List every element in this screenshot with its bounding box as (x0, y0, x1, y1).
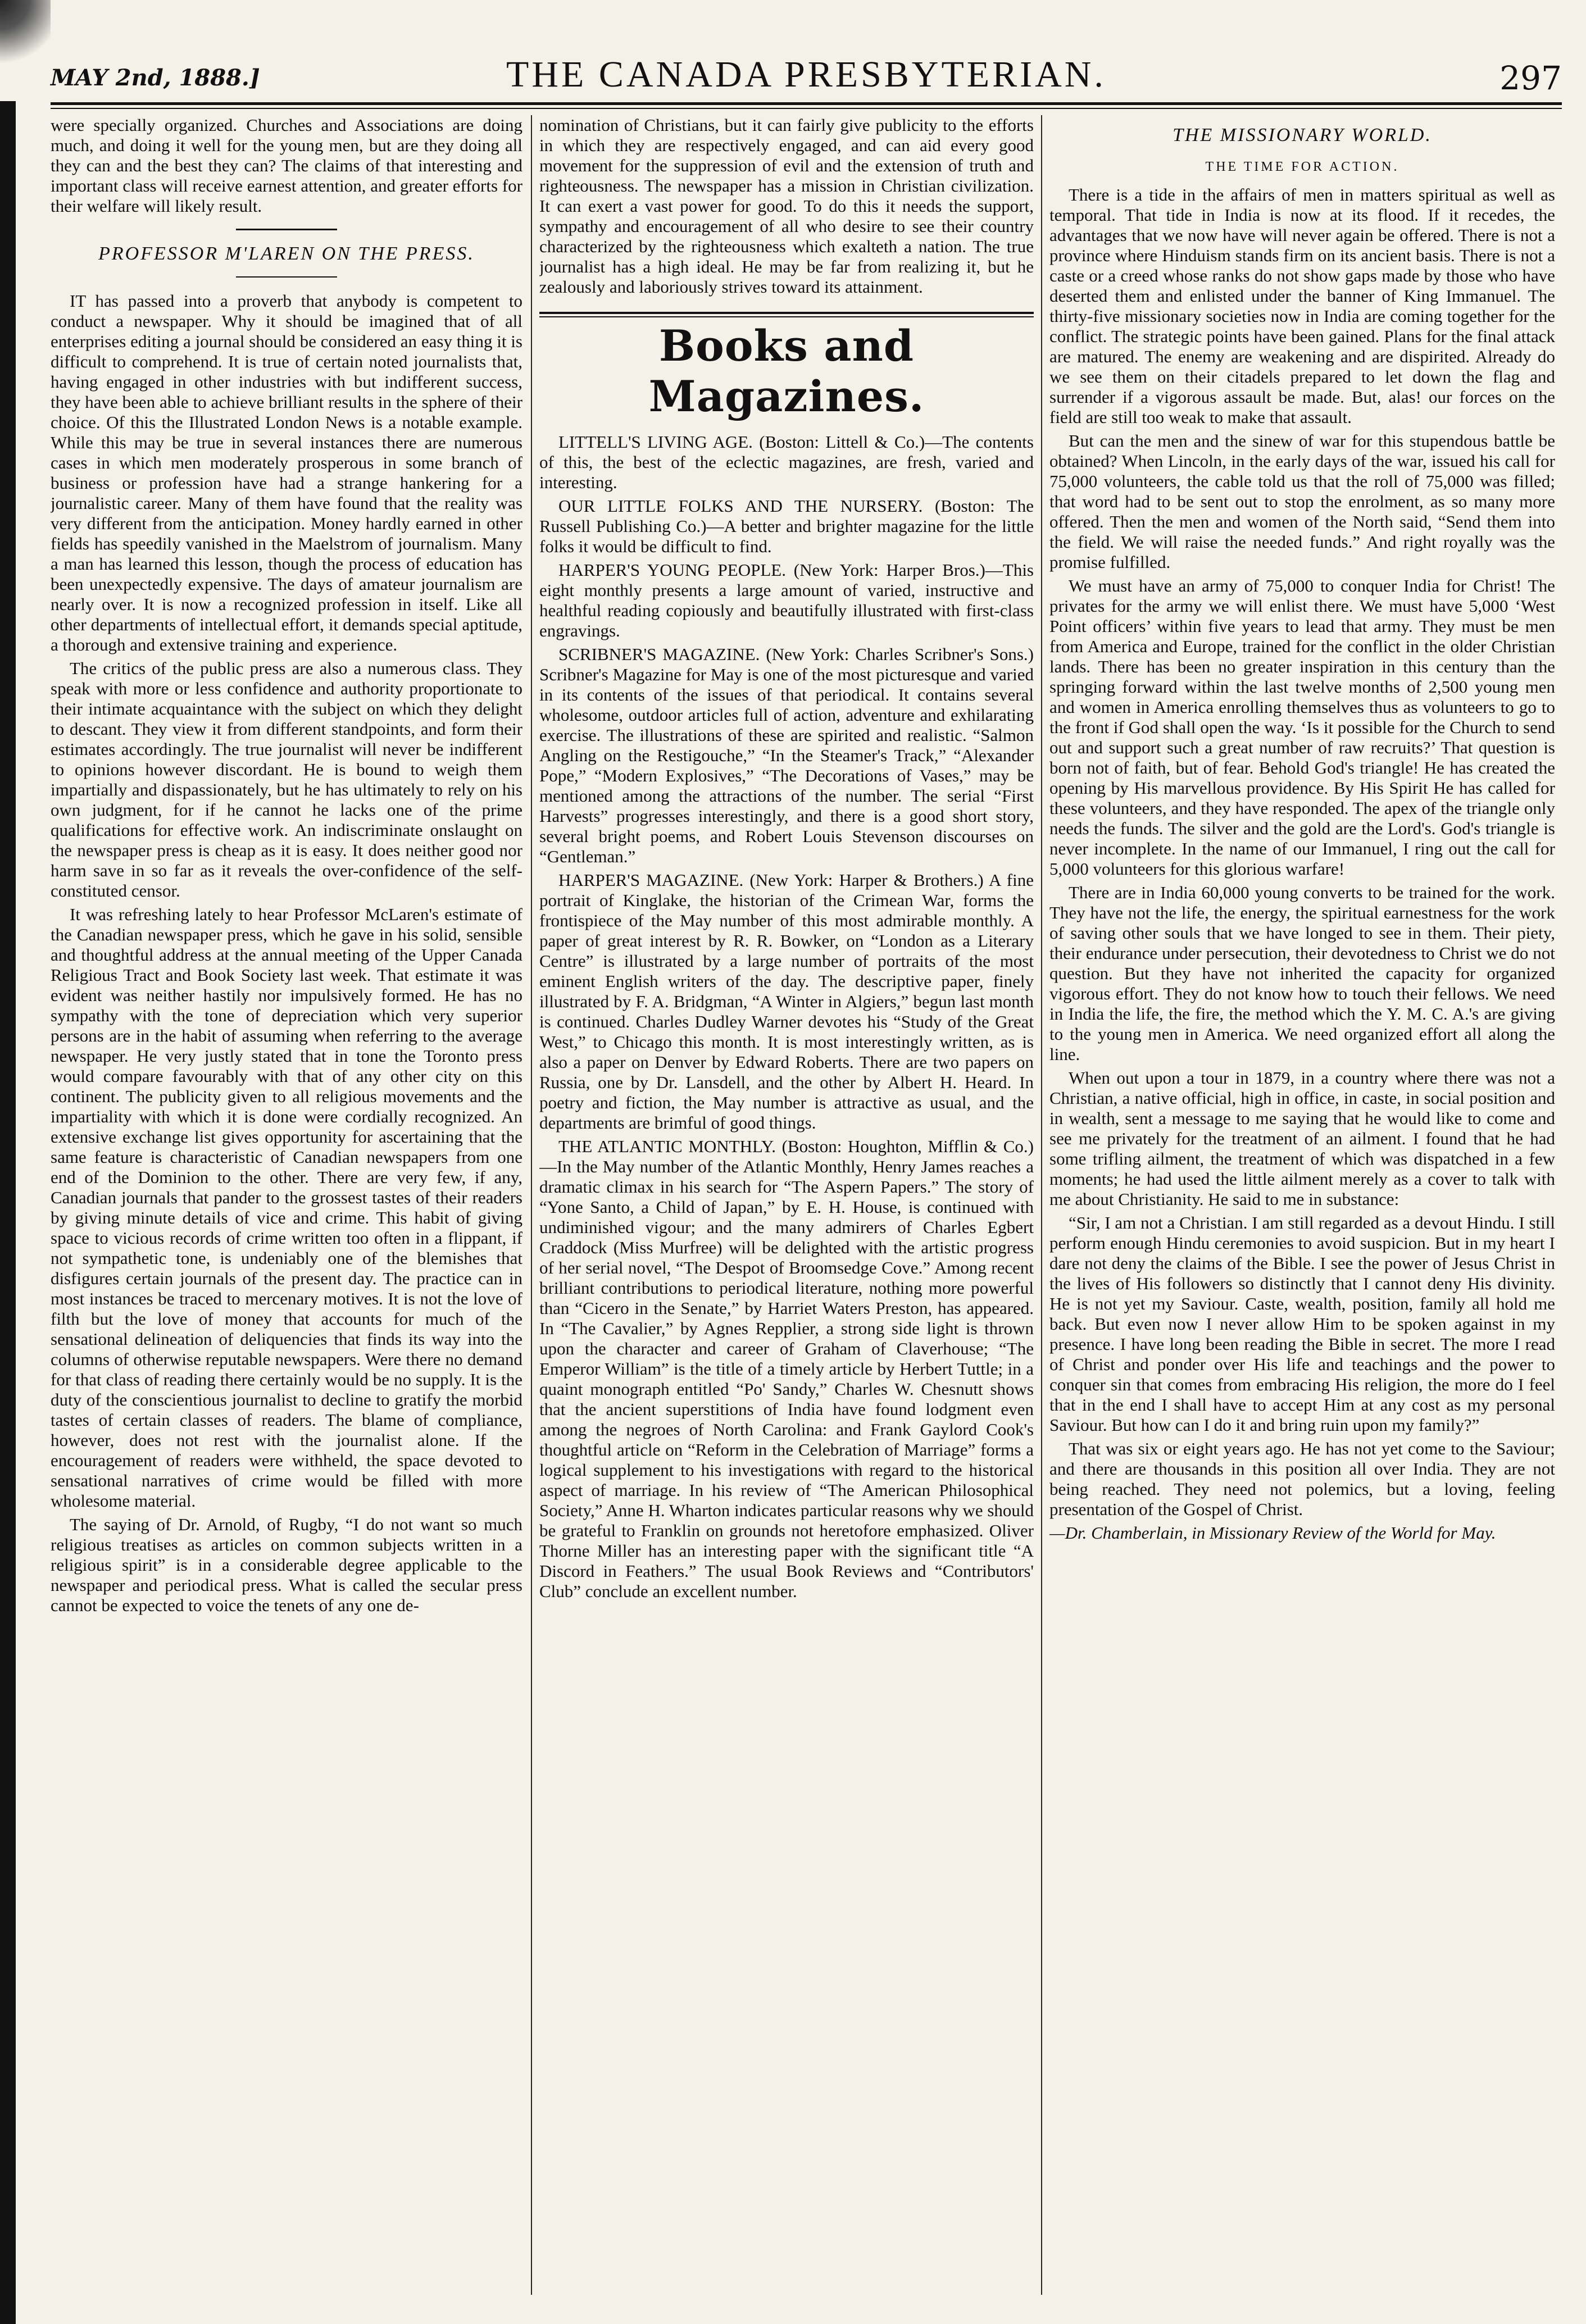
page-binding-edge (0, 101, 16, 2324)
article-paragraph: There are in India 60,000 young converts to be trained for the work. They have not the life, the energy, the spiritual earnestness for the work of saving other souls that we have longed to see in them. Their piety, their endurance under persecution, their devotedness to Christ we do not question. But they have not inherited the capacity for organized vigorous effort. They do not know how to touch their fellows. We need in India the life, the fire, the method which the Y. M. C. A.'s are giving to the young men in America. We need organized effort all along the line. (1049, 883, 1555, 1064)
article-paragraph: When out upon a tour in 1879, in a country where there was not a Christian, a native official, high in office, in caste, in social position and in wealth, sent a message to me saying that he would like to come and see me privately for the treatment of an ailment. I found that he had some trifling ailment, the treatment of which was dispatched in a few moments; he had used the little ailment merely as a cover to talk with me about Christianity. He said to me in substance: (1049, 1068, 1555, 1209)
column-left (51, 115, 522, 2300)
issue-date: MAY 2nd, 1888.] (51, 65, 260, 91)
article-paragraph: But can the men and the sinew of war for this stupendous battle be obtained? When Lincoln, in the early days of the war, issued his call for 75,000 volunteers, the cable told us that the roll of 75,000 was filled; that word had to be sent out to stop the enrolment, as so many more offered. Then the men and women of the North said, “Send them into the field. We will raise the needed funds.” And right royally was the promise fulfilled. (1049, 431, 1555, 572)
section-title: Books and Magazines. (648, 321, 925, 421)
review-item: LITTELL'S LIVING AGE. (Boston: Littell & Co.)—The contents of this, the best of the eclectic magazines, are fresh, varied and interesting. (539, 432, 1034, 492)
article-paragraph: The critics of the public press are also a numerous class. They speak with more or less confidence and authority proportionate to their intimate acquaintance with the subject on which they delight to descant. They view it from different standpoints, and form their estimates accordingly. The true journalist will never be indifferent to opinions however discordant. He is bound to weigh them impartially and dispassionately, but he has ultimately to rely on his own judgment, for if he cannot he lacks one of the prime qualifications for effective work. An indiscriminate onslaught on the newspaper press is cheap as it is easy. It does neither good nor harm save in so far as it reveals the over-confidence of the self-constituted censor. (51, 658, 522, 901)
article-paragraph: The saying of Dr. Arnold, of Rugby, “I do not want so much religious treatises as articles on common subjects written in a religious spirit” is in a considerable degree applicable to the newspaper and periodical press. What is called the secular press cannot be expected to voice the tenets of any one de- (51, 1515, 522, 1615)
article-paragraph: IT has passed into a proverb that anybody is competent to conduct a newspaper. Why it should be imagined that of all enterprises editing a journal should be considered an easy thing it is difficult to comprehend. It is true of certain noted journalists that, having engaged in other industries with but indifferent success, they have been able to achieve brilliant results in the sphere of their choice. Of this the Illustrated London News is a notable example. While this may be true in several instances there are numerous cases in which men moderately prosperous in some branch of business or profession have had a strange hankering for a journalistic career. Many of them have found that the reality was very different from the anticipation. Money hardly earned in other fields has speedily vanished in the Maelstrom of journalism. Many a man has learned this lesson, though the process of education has been unexpectedly expensive. The days of amateur journalism are nearly over. It is now a recognized profession in itself. Like all other departments of intellectual effort, it demands special aptitude, a thorough and extensive training and experience. (51, 291, 522, 654)
column-divider (531, 115, 532, 2295)
page-corner-shadow (0, 0, 51, 67)
review-item: OUR LITTLE FOLKS AND THE NURSERY. (Boston: The Russell Publishing Co.)—A better and brighter magazine for the little folks it would be difficult to find. (539, 496, 1034, 556)
header-rule-thin (51, 108, 1562, 109)
page-header (51, 53, 1562, 98)
article-paragraph: It was refreshing lately to hear Professor McLaren's estimate of the Canadian newspaper press, which he gave in his solid, sensible and thoughtful address at the annual meeting of the Upper Canada Religious Tract and Book Society last week. That estimate it was evident was neither hastily nor impulsively formed. He has no sympathy with the tone of depreciation which very superior persons are in the habit of assuming when referring to the average newspaper. He very justly stated that in tone the Toronto press would compare favourably with that of any other city on this continent. The publicity given to all religious movements and the impartiality with which it is done were cordially recognized. An extensive exchange list gives opportunity for ascertaining that the same feature is characteristic of Canadian newspapers from one end of the Dominion to the other. There are very few, if any, Canadian journals that pander to the grossest tastes of their readers by giving minute details of vice and crime. This habit of giving space to vicious records of crime written too often in a flippant, if not sympathetic tone, is undeniably one of the blemishes that disfigures certain journals of the present day. The practice can in most instances be traced to mercenary motives. It is not the love of filth but the love of money that accounts for much of the sensational delineation of deliquencies that finds its way into the columns of otherwise reputable newspapers. Were there no demand for that class of reading there certainly would be no supply. It is the duty of the conscientious journalist to decline to gratify the morbid tastes of certain classes of readers. The blame of compliance, however, does not rest with the journalist alone. If the encouragement of readers were withheld, the space devoted to sensational narratives of crime would be filled with more wholesome material. (51, 904, 522, 1511)
review-item: HARPER'S MAGAZINE. (New York: Harper & Brothers.) A fine portrait of Kinglake, the historian of the Crimean War, forms the frontispiece of the May number of this most admirable monthly. A paper of great interest by R. R. Bowker, on “London as a Literary Centre” is illustrated by a large number of portraits of the most eminent English writers of the day. The descriptive paper, finely illustrated by F. A. Bridgman, “A Winter in Algiers,” begun last month is continued. Charles Dudley Warner devotes his “Study of the Great West,” to Chicago this month. It is most interestingly written, as is also a paper on Denver by Edward Roberts. There are two papers on Russia, one by Dr. Lansdell, and the other by Albert H. Heard. In poetry and fiction, the May number is attractive as usual, and the departments are brimful of good things. (539, 870, 1034, 1133)
article-continuation: were specially organized. Churches and Associations are doing much, and doing it well for the young men, but are they doing all they can and the best they can? The claims of that interesting and important class will receive earnest attention, and greater efforts for their welfare will likely result. (51, 115, 522, 216)
section-separator (236, 229, 337, 230)
article-paragraph: We must have an army of 75,000 to conquer India for Christ! The privates for the army we will enlist there. We must have 5,000 ‘West Point officers’ within five years to lead that army. They must be men from America and Europe, trained for the conflict in the older Christian lands. There has been no greater inspiration in this century than the springing forward within the last twelve months of 2,500 young men and women in America enrolling themselves thus as volunteers to go to the front if God shall open the way. ‘Is it possible for the Church to send out and support such a great number of raw recruits?’ That question is born not of faith, but of fear. Behold God's triangle! He has created the opening by His marvellous providence. By His Spirit He has called for these volunteers, and they have responded. The apex of the triangle only needs the funds. The silver and the gold are the Lord's. God's triangle is never incomplete. In the name of our Immanuel, I ring out the call for 5,000 volunteers for this glorious warfare! (1049, 576, 1555, 879)
section-rule (539, 312, 1034, 317)
review-item: HARPER'S YOUNG PEOPLE. (New York: Harper Bros.)—This eight monthly presents a large amount of varied, instructive and healthful reading copiously and beautifully illustrated with first-class engravings. (539, 560, 1034, 640)
article-attribution: —Dr. Chamberlain, in Missionary Review of the World for May. (1049, 1523, 1496, 1543)
article-subheading: THE TIME FOR ACTION. (1205, 160, 1399, 174)
review-item: THE ATLANTIC MONTHLY. (Boston: Houghton, Mifflin & Co.)—In the May number of the Atlantic Monthly, Henry James reaches a dramatic climax in his search for “The Aspern Papers.” The story of “Yone Santo, a Child of Japan,” by E. H. House, is continued with undiminished vigour; and the many admirers of Charles Egbert Craddock (Miss Murfree) will be delighted with the artistic progress of her serial novel, “The Despot of Broomsedge Cove.” Among recent brilliant contributions to periodical literature, nothing more powerful than “Cicero in the Senate,” by Harriet Waters Preston, has appeared. In “The Cavalier,” by Agnes Repplier, a strong side light is thrown upon the character and career of Graham of Claverhouse; “The Emperor William” is the title of a timely article by Herbert Tuttle; in a quaint monograph entitled “Po' Sandy,” Charles W. Chesnutt shows that the ancient superstitions of India have found lodgment even among the negroes of North Carolina: and Frank Gaylord Cook's thoughtful article on “Reform in the Celebration of Marriage” forms a logical supplement to his investigations with regard to the historical aspect of marriage. In his review of “The American Philosophical Society,” Anne H. Wharton indicates particular reasons why we should be grateful to Franklin on grounds not heretofore emphasized. Oliver Thorne Miller has an interesting paper with the significant title “A Discord in Feathers.” The usual Book Reviews and “Contributors' Club” conclude an excellent number. (539, 1136, 1034, 1601)
section-separator (236, 276, 337, 278)
header-rule-thick (51, 102, 1562, 105)
page-number: 297 (1499, 59, 1562, 97)
newspaper-title: THE CANADA PRESBYTERIAN. (506, 54, 1106, 95)
article-heading: PROFESSOR M'LAREN ON THE PRESS. (98, 243, 475, 264)
review-item: SCRIBNER'S MAGAZINE. (New York: Charles Scribner's Sons.) Scribner's Magazine for May is one of the most picturesque and varied in its contents of the issues of that periodical. It contains several wholesome, outdoor articles full of action, adventure and exhilarating exercise. The illustrations of these are spirited and realistic. “Salmon Angling on the Restigouche,” “In the Steamer's Track,” “Alexander Pope,” “Modern Explosives,” “The Decorations of Vases,” may be mentioned among the attractions of the number. The serial “First Harvests” progresses interestingly, and there is a good short story, several bright poems, and Robert Louis Stevenson discourses on “Gentleman.” (539, 644, 1034, 866)
column-divider (1041, 115, 1042, 2295)
column-middle (539, 115, 1034, 2300)
section-heading: THE MISSIONARY WORLD. (1173, 125, 1432, 145)
article-paragraph: That was six or eight years ago. He has not yet come to the Saviour; and there are thousands in this position all over India. They are not being reached. They need not polemics, but a loving, feeling presentation of the Gospel of Christ. (1049, 1439, 1555, 1519)
article-paragraph: There is a tide in the affairs of men in matters spiritual as well as temporal. That tide in India is now at its flood. If it recedes, the advantages that we now have will never again be offered. There is not a province where Hinduism stands firm on its ancient basis. There is not a caste or a creed whose ranks do not show gaps made by those who have deserted them and enlisted under the banner of King Immanuel. The thirty-five missionary societies now in India are coming together for the conflict. The strategic points have been gained. Plans for the final attack are matured. The enemy are weakening and are dispirited. Already do we see them on their citadels prepared to let down the flag and surrender if a vigorous assault be made. But, alas! our forces on the field are still too weak to make that assault. (1049, 185, 1555, 427)
article-continuation: nomination of Christians, but it can fairly give publicity to the efforts in which they are respectively engaged, and can aid every good movement for the suppression of evil and the extension of truth and righteousness. The newspaper has a mission in Christian civilization. It can exert a vast power for good. To do this it needs the support, sympathy and encouragement of all who desire to see their country characterized by the righteousness which exalteth a nation. The true journalist has a high ideal. He may be far from realizing it, but he zealously and laboriously strives toward its attainment. (539, 115, 1034, 297)
column-right (1049, 115, 1555, 2300)
article-paragraph: “Sir, I am not a Christian. I am still regarded as a devout Hindu. I still perform enough Hindu ceremonies to avoid suspicion. But in my heart I dare not deny the claims of the Bible. I see the power of Jesus Christ in the lives of His followers so distinctly that I cannot deny His divinity. He is not yet my Saviour. Caste, wealth, position, family all hold me back. But even now I never allow Him to be spoken against in my presence. I have long been reading the Bible in secret. The more I read of Christ and ponder over His life and teachings and the power to conquer sin that comes from embracing His religion, the more do I feel that in the end I shall have to accept Him at any cost as my personal Saviour. But how can I do it and bring ruin upon my family?” (1049, 1213, 1555, 1435)
